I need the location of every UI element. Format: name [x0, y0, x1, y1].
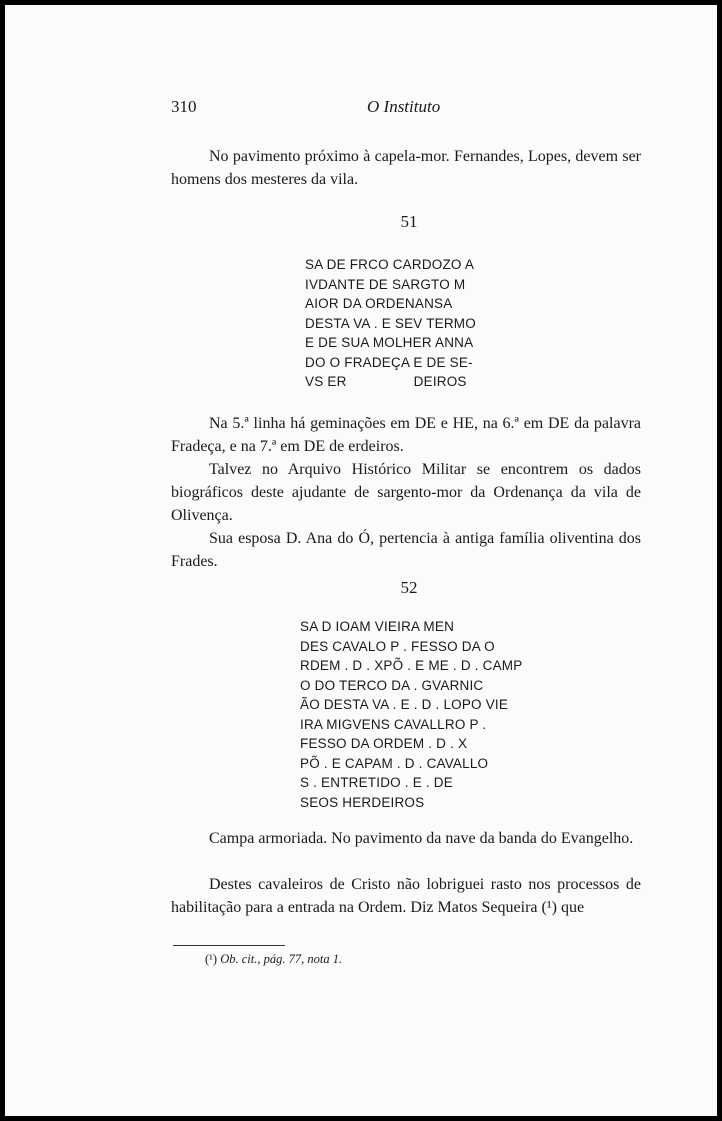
inscription-line: ÃO DESTA VA . E . D . LOPO VIE	[300, 697, 509, 712]
inscription-line: SA D IOAM VIEIRA MEN	[300, 619, 455, 634]
inscription-line: DO O FRADEÇA E DE SE-	[305, 354, 473, 370]
inscription-line: VS ER DEIROS	[305, 374, 467, 389]
book-page	[5, 5, 717, 1116]
footnote-marker: (¹)	[205, 952, 218, 966]
footnote-text: Ob. cit., pág. 77, nota 1.	[220, 952, 343, 966]
paragraph-2: Na 5.ª linha há geminações em DE e HE, na 6.ª em DE da palavra Fradeça, e na 7.ª em DE de erdeiros.	[171, 415, 641, 455]
inscription-line: S . ENTRETIDO . E . DE	[300, 775, 453, 790]
inscription-line: AIOR DA ORDENANSA	[305, 296, 453, 311]
inscription-line: E DE SUA MOLHER ANNA	[305, 335, 474, 350]
paragraph-1: No pavimento próximo à capela-mor. Fernandes, Lopes, devem ser homens dos mesteres da vila.	[171, 148, 641, 188]
inscription-line: PÕ . E CAPAM . D . CAVALLO	[300, 755, 489, 771]
inscription-line: SEOS HERDEIROS	[300, 794, 425, 810]
inscription-line: SA DE FRCO CARDOZO A	[305, 257, 475, 272]
paragraph-3: Talvez no Arquivo Histórico Militar se encontrem os dados biográficos deste ajudante de sargento-mor da Ordenança da vila de Olivença.	[171, 461, 641, 524]
inscription-line: FESSO DA ORDEM . D . X	[300, 736, 468, 751]
paragraph-4: Sua esposa D. Ana do Ó, pertencia à antiga família oliventina dos Frades.	[171, 530, 641, 570]
inscription-line: O DO TERCO DA . GVARNIC	[300, 677, 484, 693]
running-title: O Instituto	[367, 97, 441, 116]
inscription-52	[300, 617, 522, 812]
inscription-line: RDEM . D . XPÕ . E ME . D . CAMP	[300, 658, 523, 673]
inscription-51	[305, 255, 476, 392]
footnote-rule	[173, 945, 285, 946]
inscription-line: IRA MIGVENS CAVALLRO P .	[300, 716, 487, 732]
page-number: 310	[171, 97, 197, 116]
inscription-51-number: 51	[400, 212, 418, 231]
paragraph-6: Destes cavaleiros de Cristo não lobriguei rasto nos processos de habilitação para a entrada na Ordem. Diz Matos Sequeira (¹) que	[171, 876, 641, 916]
paragraph-5: Campa armoriada. No pavimento da nave da banda do Evangelho.	[209, 830, 634, 847]
inscription-line: DESTA VA . E SEV TERMO	[305, 315, 476, 331]
inscription-line: IVDANTE DE SARGTO M	[305, 276, 466, 292]
inscription-line: DES CAVALO P . FESSO DA O	[300, 638, 495, 654]
footnote	[205, 952, 342, 967]
inscription-52-number: 52	[400, 578, 418, 597]
